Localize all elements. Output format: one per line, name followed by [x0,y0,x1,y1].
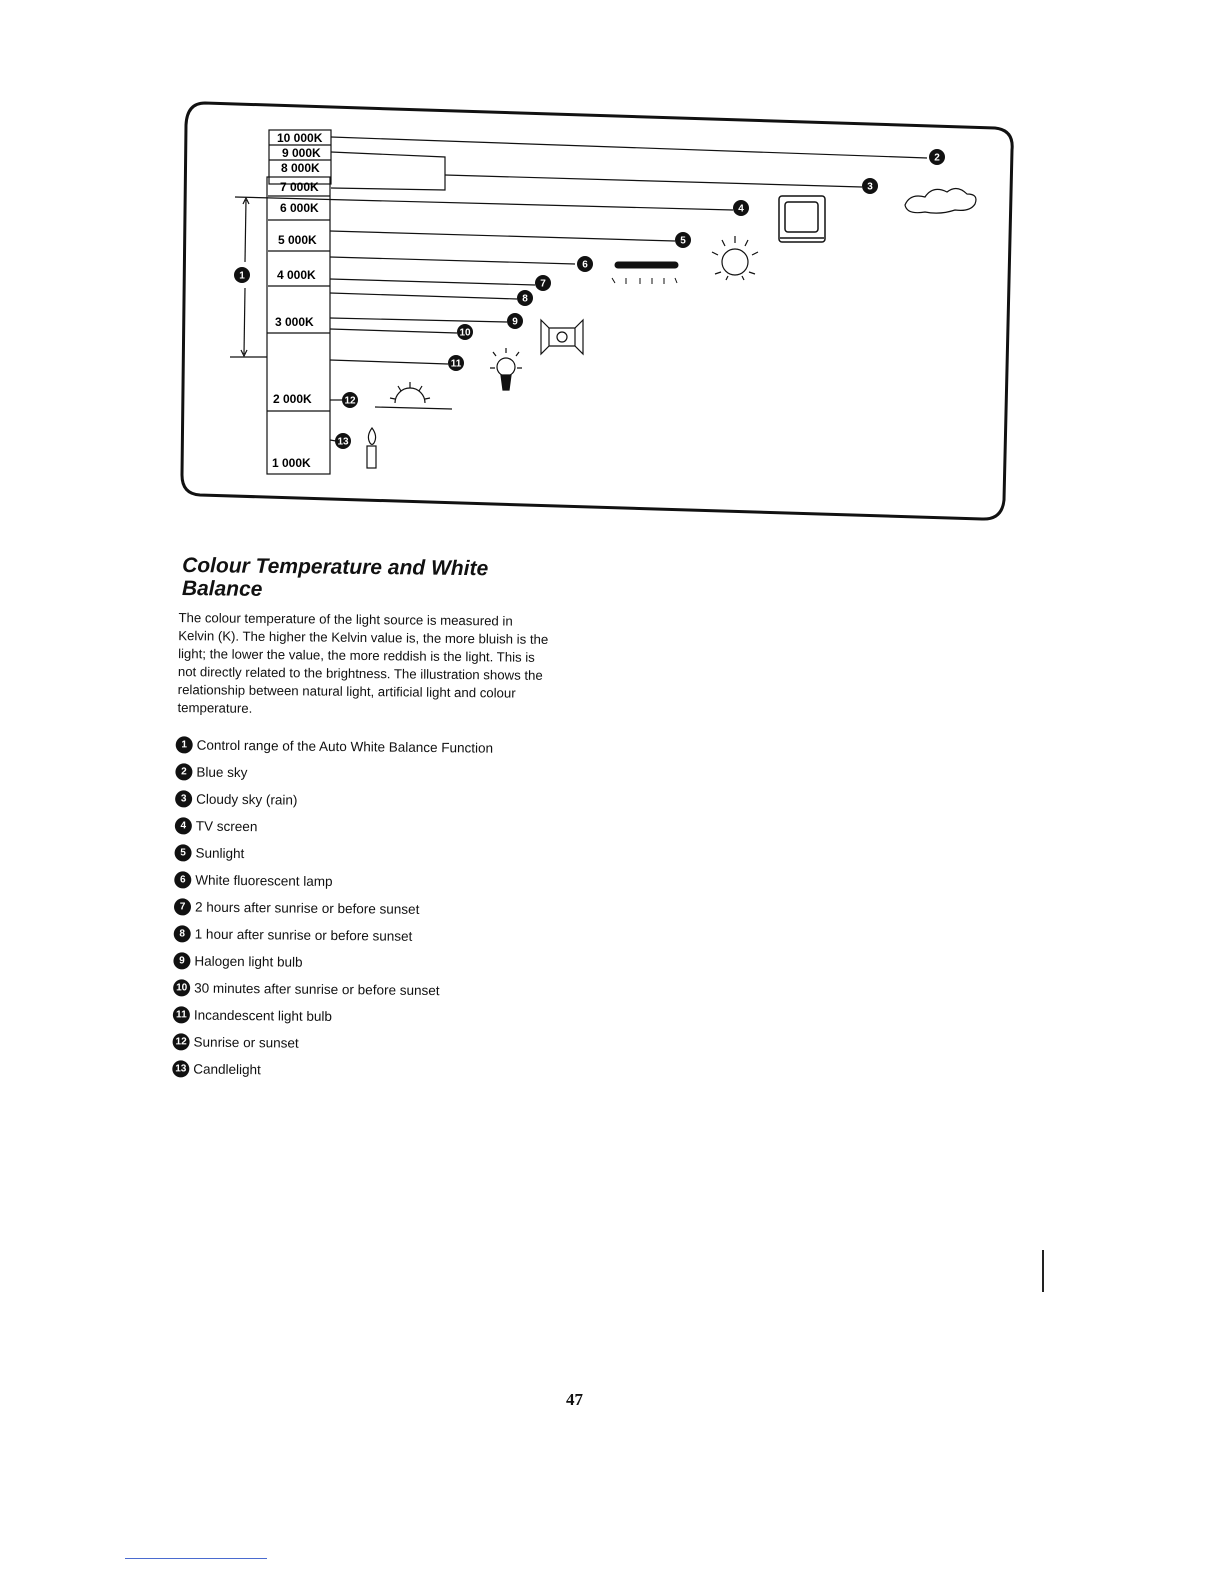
marker-5 [675,232,691,248]
kelvin-label: 3 000K [275,315,314,329]
legend-text: Sunlight [195,845,245,862]
marker-9 [507,313,523,329]
colour-temperature-diagram [0,0,1224,540]
tv-screen-icon [779,196,825,242]
kelvin-label: 4 000K [277,268,316,282]
legend-number: 7 [174,898,191,915]
legend-text: Halogen light bulb [194,953,303,970]
incandescent-bulb-icon [490,348,522,390]
legend-text: Incandescent light bulb [193,1007,333,1024]
legend-number: 5 [174,844,191,861]
legend-item [173,947,491,977]
legend-number: 6 [174,871,191,888]
marker-7 [535,275,551,291]
candle-icon [367,428,376,468]
marker-3 [862,178,878,194]
marker-number: 3 [867,181,873,193]
legend-text: Cloudy sky (rain) [196,791,298,808]
legend-text: Sunrise or sunset [193,1034,299,1051]
legend-item [173,1001,491,1031]
legend-number: 1 [176,736,193,753]
legend-item [172,1055,490,1085]
legend-item [173,974,491,1004]
kelvin-label: 6 000K [280,201,319,215]
marker-number: 4 [738,203,744,215]
kelvin-label: 5 000K [278,233,317,247]
marker-10 [457,324,473,340]
leader-lines [230,137,927,441]
legend-text: 30 minutes after sunrise or before sunset [194,980,440,999]
marker-number: 6 [582,259,588,271]
legend-item [176,731,494,761]
legend-item [175,812,493,842]
kelvin-label: 9 000K [282,146,321,160]
kelvin-label: 10 000K [277,131,323,145]
marker-number: 5 [680,235,686,247]
legend-item [175,785,493,815]
legend-item [174,920,492,950]
kelvin-label: 2 000K [273,392,312,406]
legend-item [175,758,493,788]
legend-text: 2 hours after sunrise or before sunset [194,899,420,917]
fluorescent-lamp-icon [612,262,678,284]
marker-8 [517,290,533,306]
marker-number: 13 [337,436,349,448]
marker-1 [234,267,250,283]
legend-number: 9 [173,952,190,969]
legend-text: TV screen [195,818,258,835]
marker-number: 12 [344,395,356,407]
kelvin-label: 8 000K [281,161,320,175]
marker-number: 2 [934,152,940,164]
legend-number: 2 [175,763,192,780]
cloud-icon [905,188,976,213]
halogen-light-icon [541,320,583,354]
kelvin-label: 1 000K [272,456,311,470]
marker-11 [448,355,464,371]
marker-12 [342,392,358,408]
marker-number: 8 [522,293,528,305]
marker-13 [335,433,351,449]
legend-text: Candlelight [193,1061,261,1078]
intro-paragraph: The colour temperature of the light source is measured in Kelvin (K). The higher the Kelvin value is, the more bluish is the light; the lower the value, the more reddish is the light. This is not directly related to the brightness. The illustration shows the relationship between natural light, artificial light and colour temperature. [177,610,549,716]
legend-text: 1 hour after sunrise or before sunset [194,926,413,944]
marker-6 [577,256,593,272]
legend-number: 8 [174,925,191,942]
legend-item [174,893,492,923]
legend-number: 13 [172,1060,189,1077]
legend-number: 11 [173,1006,190,1023]
legend-number: 12 [173,1033,190,1050]
sunrise-icon [375,382,452,409]
legend-list [172,731,493,1085]
marker-4 [733,200,749,216]
margin-mark [1042,1250,1044,1292]
footer-rule [125,1558,267,1559]
marker-number: 7 [540,278,546,290]
legend-text: Control range of the Auto White Balance Function [196,737,494,756]
legend-item [174,839,492,869]
legend-text: White fluorescent lamp [195,872,333,889]
legend-item [174,866,492,896]
sun-icon [712,236,758,280]
legend-number: 4 [175,817,192,834]
marker-number: 11 [450,358,462,370]
section-title: Colour Temperature and White Balance [181,554,489,601]
kelvin-label: 7 000K [280,180,319,194]
marker-number: 9 [512,316,518,328]
legend-number: 3 [175,790,192,807]
legend-text: Blue sky [196,764,248,781]
marker-2 [929,149,945,165]
marker-number: 10 [459,327,471,339]
legend-item [172,1028,490,1058]
marker-number: 1 [239,270,245,282]
legend-number: 10 [173,979,190,996]
page-number: 47 [566,1390,583,1409]
